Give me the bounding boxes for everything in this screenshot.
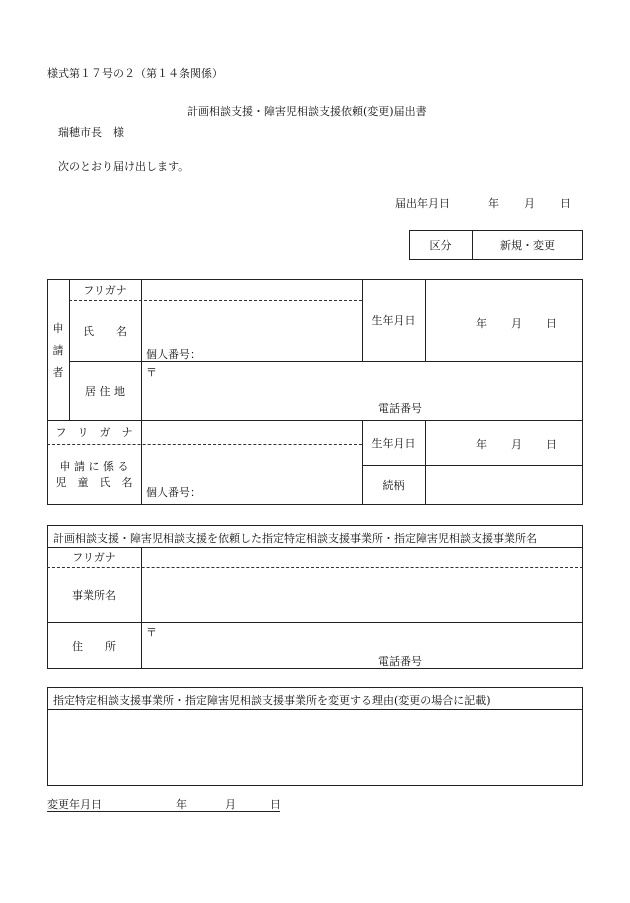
reason-field[interactable] [48,710,582,785]
category-value[interactable]: 新規・変更 [500,239,555,252]
child-name-label: 申 請 に 係 る 児 童 氏 名 [55,460,133,489]
child-relation-label: 続柄 [382,479,405,492]
applicant-birth-label: 生年月日 [371,314,416,327]
applicant-name-field[interactable] [146,346,360,360]
child-furigana-field[interactable] [142,421,361,444]
applicant-address-label: 居 住 地 [85,384,125,398]
addressee: 瑞穂市長 様 [58,126,124,139]
child-birth-label: 生年月日 [371,436,416,450]
applicant-my-number-label: 個人番号： [146,348,201,361]
change-date-underline [47,811,280,812]
form-title: 計画相談支援・障害児相談支援依頼(変更)届出書 [187,105,427,118]
provider-address-field[interactable] [146,638,576,652]
form-number: 様式第１７号の２（第１４条関係） [47,67,223,80]
reason-header: 指定特定相談支援事業所・指定障害児相談支援事業所を変更する理由(変更の場合に記載) [53,694,491,707]
provider-furigana-field[interactable] [142,548,582,567]
provider-office-label: 事業所名 [72,588,116,602]
submission-month: 月 [524,197,535,210]
provider-postal-mark: 〒 [146,626,157,639]
applicant-name-label: 氏 名 [83,324,127,338]
submission-year: 年 [488,197,499,210]
applicant-phone-label: 電話番号 [378,402,422,415]
provider-address-label: 住 所 [72,639,116,653]
intro-text: 次のとおり届け出します。 [58,160,190,173]
applicant-address-field[interactable] [146,378,576,398]
child-name-field[interactable] [146,484,360,498]
provider-phone-label: 電話番号 [378,655,422,668]
child-my-number-label: 個人番号： [146,486,201,499]
applicant-group-label: 申 請 者 [52,322,64,379]
provider-office-field[interactable] [142,568,582,622]
child-relation-field[interactable] [426,466,582,504]
child-furigana-label: フ リ ガ ナ [55,426,133,439]
change-date-label: 変更年月日 [47,798,102,811]
submission-date-label: 届出年月日 [395,197,450,210]
provider-furigana-label: フリガナ [72,551,116,564]
change-month: 月 [225,798,236,811]
submission-day: 日 [560,197,571,210]
change-day: 日 [270,798,281,811]
change-year: 年 [176,798,187,811]
provider-header: 計画相談支援・障害児相談支援を依頼した指定特定相談支援事業所・指定障害児相談支援事業所名 [53,532,537,545]
applicant-postal-mark: 〒 [146,366,157,379]
applicant-furigana-field[interactable] [142,280,361,300]
applicant-furigana-label: フリガナ [83,283,127,297]
category-label: 区分 [429,239,452,252]
